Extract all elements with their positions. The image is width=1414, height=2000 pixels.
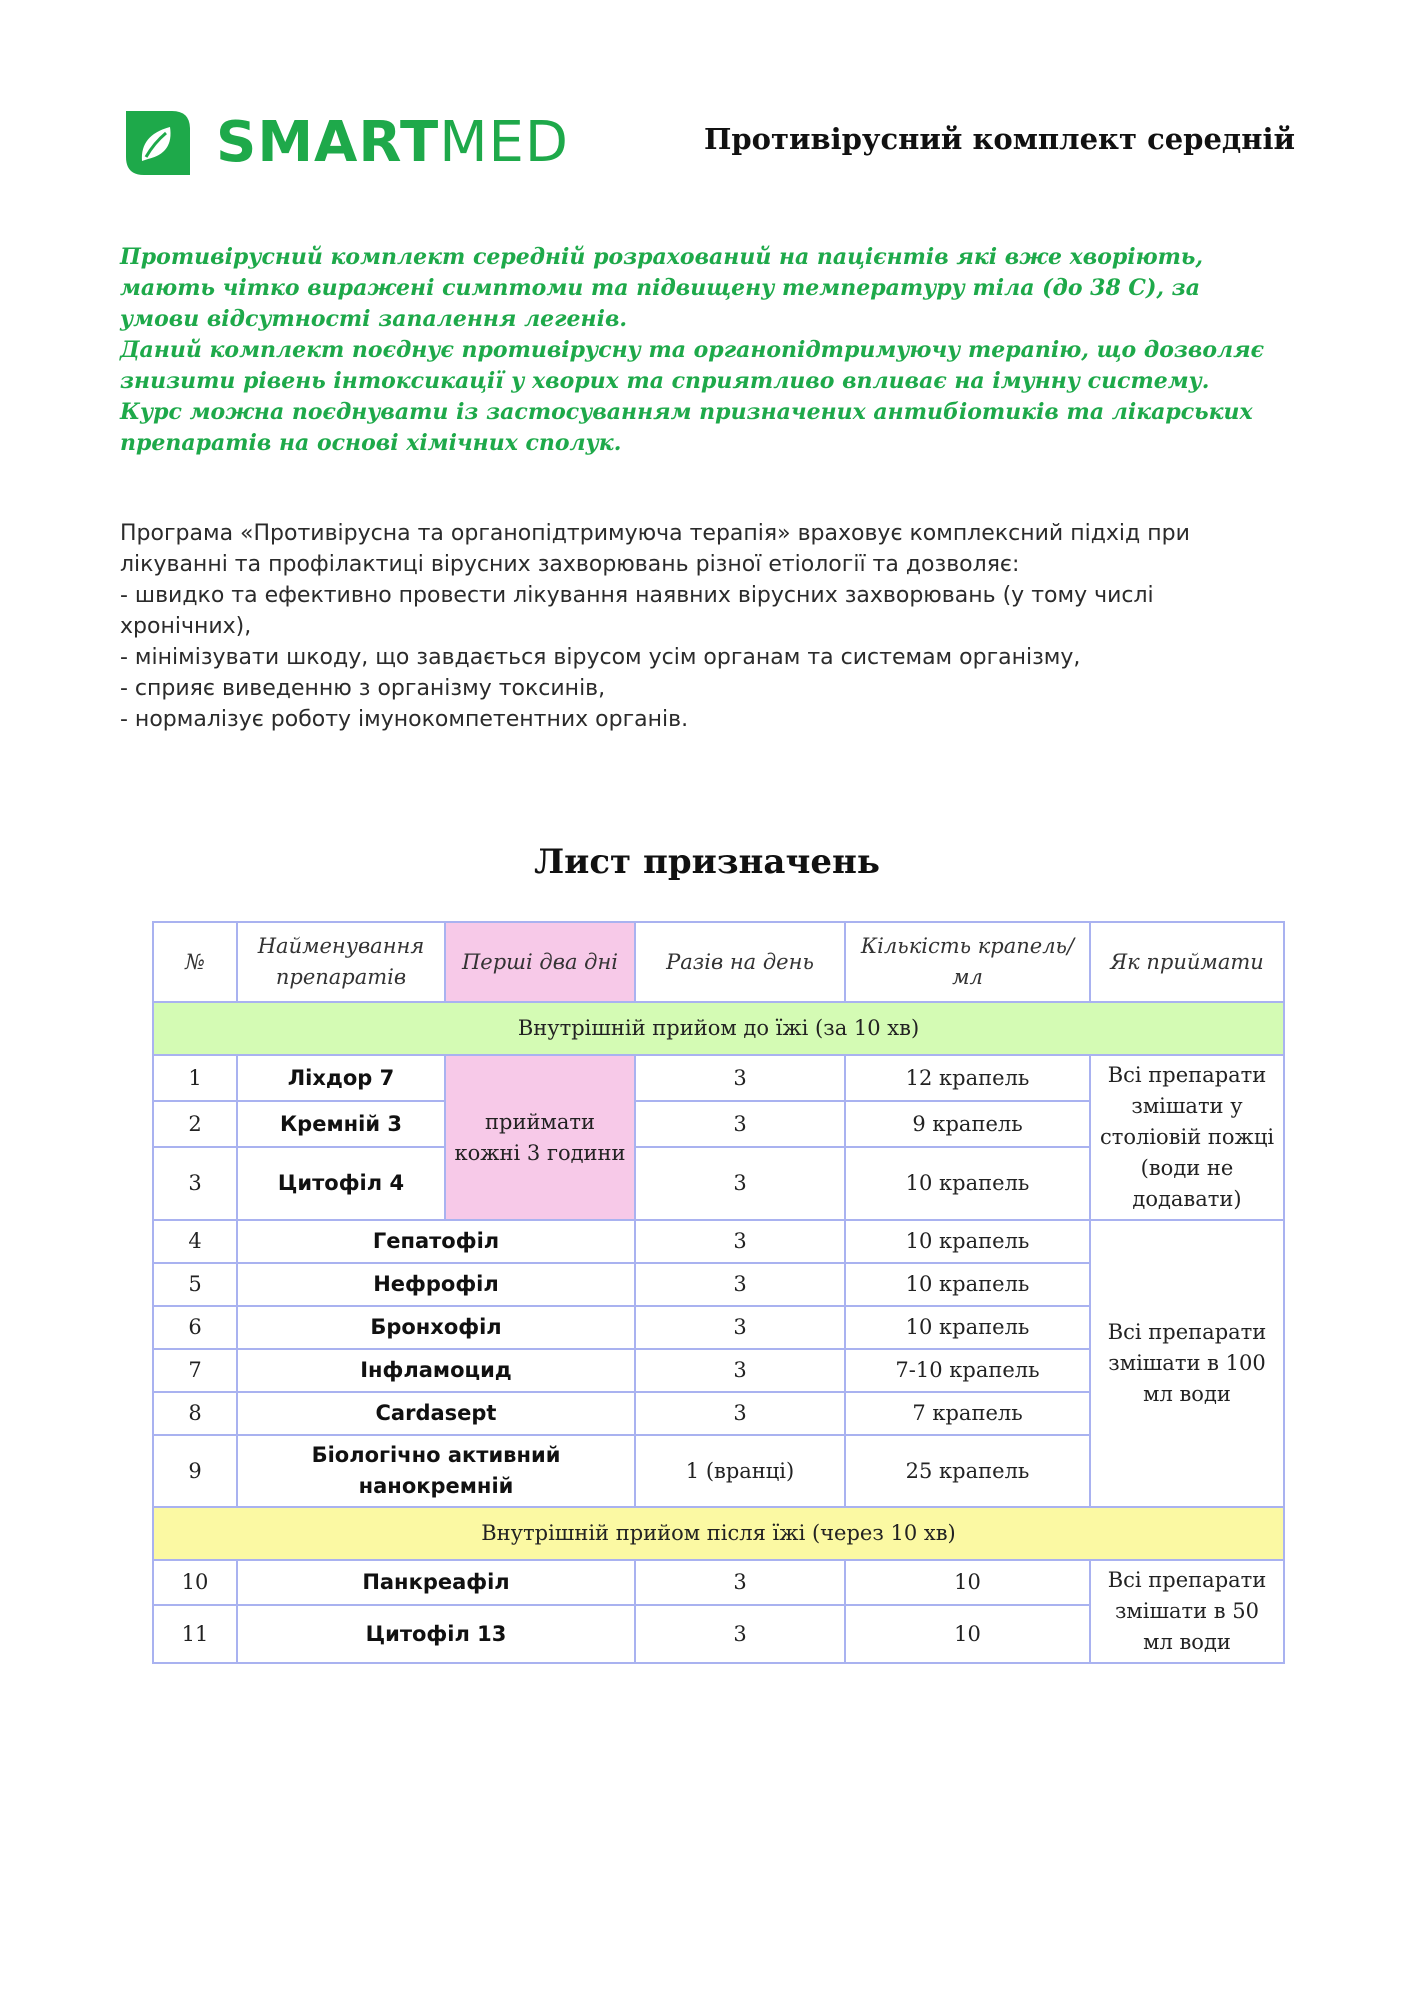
header-times-per-day: Разів на день [635, 922, 845, 1002]
times-per-day: 3 [635, 1055, 845, 1101]
drops: 12 крапель [845, 1055, 1090, 1101]
times-per-day: 3 [635, 1147, 845, 1220]
prescription-table [152, 921, 1285, 1664]
row-number: 11 [153, 1605, 237, 1663]
drug-name: Гепатофіл [237, 1220, 635, 1263]
drug-name: Кремній 3 [237, 1101, 445, 1147]
document-header [120, 100, 1295, 186]
intro-text [120, 242, 1280, 459]
table-row [153, 1220, 1284, 1263]
row-number: 2 [153, 1101, 237, 1147]
row-number: 5 [153, 1263, 237, 1306]
table-row [153, 1560, 1284, 1605]
drug-name: Cardasept [237, 1392, 635, 1435]
header-name: Найменування препаратів [237, 922, 445, 1002]
drops: 10 крапель [845, 1306, 1090, 1349]
table-row [153, 1055, 1284, 1101]
header-how-to-take: Як приймати [1090, 922, 1284, 1002]
how-to-take: Всі препарати змішати в 50 мл води [1090, 1560, 1284, 1663]
drops: 25 крапель [845, 1435, 1090, 1507]
leaf-shield-icon [120, 105, 196, 181]
drug-name: Нефрофіл [237, 1263, 635, 1306]
row-number: 7 [153, 1349, 237, 1392]
prescription-sheet-title: Лист призначень [534, 842, 880, 882]
section-row-after-meal [153, 1507, 1284, 1560]
times-per-day: 3 [635, 1560, 845, 1605]
drops: 9 крапель [845, 1101, 1090, 1147]
drops: 10 [845, 1560, 1090, 1605]
section-label: Внутрішній прийом після їжі (через 10 хв) [153, 1507, 1284, 1560]
drug-name: Ліхдор 7 [237, 1055, 445, 1101]
program-lead: Програма «Противірусна та органопідтримуюча терапія» враховує комплексний підхід при лікуванні та профілактиці вірусних захворювань різної етіології та дозволяє: [120, 521, 1190, 577]
drug-name: Біологічно активний нанокремній [237, 1435, 635, 1507]
row-number: 1 [153, 1055, 237, 1101]
times-per-day: 3 [635, 1349, 845, 1392]
header-first-days: Перші два дні [445, 922, 635, 1002]
drug-name: Цитофіл 13 [237, 1605, 635, 1663]
intro-paragraph: Даний комплект поєднує противірусну та органопідтримуючу терапію, що дозволяє знизити рівень інтоксикації у хворих та сприятливо впливає на імунну систему. [120, 337, 1265, 394]
drops: 10 крапель [845, 1147, 1090, 1220]
program-point: - швидко та ефективно провести лікування наявних вірусних захворювань (у тому числі хронічних), [120, 583, 1154, 639]
drops: 10 [845, 1605, 1090, 1663]
drug-name: Бронхофіл [237, 1306, 635, 1349]
section-row-before-meal [153, 1002, 1284, 1055]
brand-name-light: MED [439, 110, 570, 175]
program-point: - мінімізувати шкоду, що завдається вірусом усім органам та системам організму, [120, 645, 1081, 670]
brand-logo [120, 100, 569, 186]
drops: 7-10 крапель [845, 1349, 1090, 1392]
row-number: 4 [153, 1220, 237, 1263]
brand-name-bold: SMART [216, 110, 440, 175]
how-to-take: Всі препарати змішати у століовій пожці (води не додавати) [1090, 1055, 1284, 1220]
row-number: 9 [153, 1435, 237, 1507]
program-point: - сприяє виведенню з організму токсинів, [120, 676, 606, 701]
table-header-row [153, 922, 1284, 1002]
row-number: 10 [153, 1560, 237, 1605]
section-label: Внутрішній прийом до їжі (за 10 хв) [153, 1002, 1284, 1055]
row-number: 6 [153, 1306, 237, 1349]
header-number: № [153, 922, 237, 1002]
drops: 7 крапель [845, 1392, 1090, 1435]
row-number: 3 [153, 1147, 237, 1220]
drops: 10 крапель [845, 1263, 1090, 1306]
times-per-day: 3 [635, 1605, 845, 1663]
drug-name: Панкреафіл [237, 1560, 635, 1605]
brand-name [216, 110, 570, 175]
first-days-note: приймати кожні 3 години [445, 1055, 635, 1220]
program-point: - нормалізує роботу імунокомпетентних органів. [120, 707, 689, 732]
times-per-day: 3 [635, 1306, 845, 1349]
times-per-day: 3 [635, 1220, 845, 1263]
row-number: 8 [153, 1392, 237, 1435]
how-to-take: Всі препарати змішати в 100 мл води [1090, 1220, 1284, 1507]
times-per-day: 3 [635, 1392, 845, 1435]
program-description [120, 518, 1290, 735]
header-drops: Кількість крапель/мл [845, 922, 1090, 1002]
page-title: Противірусний комплект середній [703, 122, 1295, 156]
drops: 10 крапель [845, 1220, 1090, 1263]
intro-paragraph: Противірусний комплект середній розрахований на пацієнтів які вже хворіють, мають чітко виражені симптоми та підвищену температуру тіла (до 38 С), за умови відсутності запалення легенів. [120, 244, 1204, 332]
times-per-day: 3 [635, 1263, 845, 1306]
drug-name: Цитофіл 4 [237, 1147, 445, 1220]
intro-paragraph: Курс можна поєднувати із застосуванням призначених антибіотиків та лікарських препаратів на основі хімічних сполук. [120, 399, 1253, 456]
times-per-day: 3 [635, 1101, 845, 1147]
drug-name: Інфламоцид [237, 1349, 635, 1392]
times-per-day: 1 (вранці) [635, 1435, 845, 1507]
